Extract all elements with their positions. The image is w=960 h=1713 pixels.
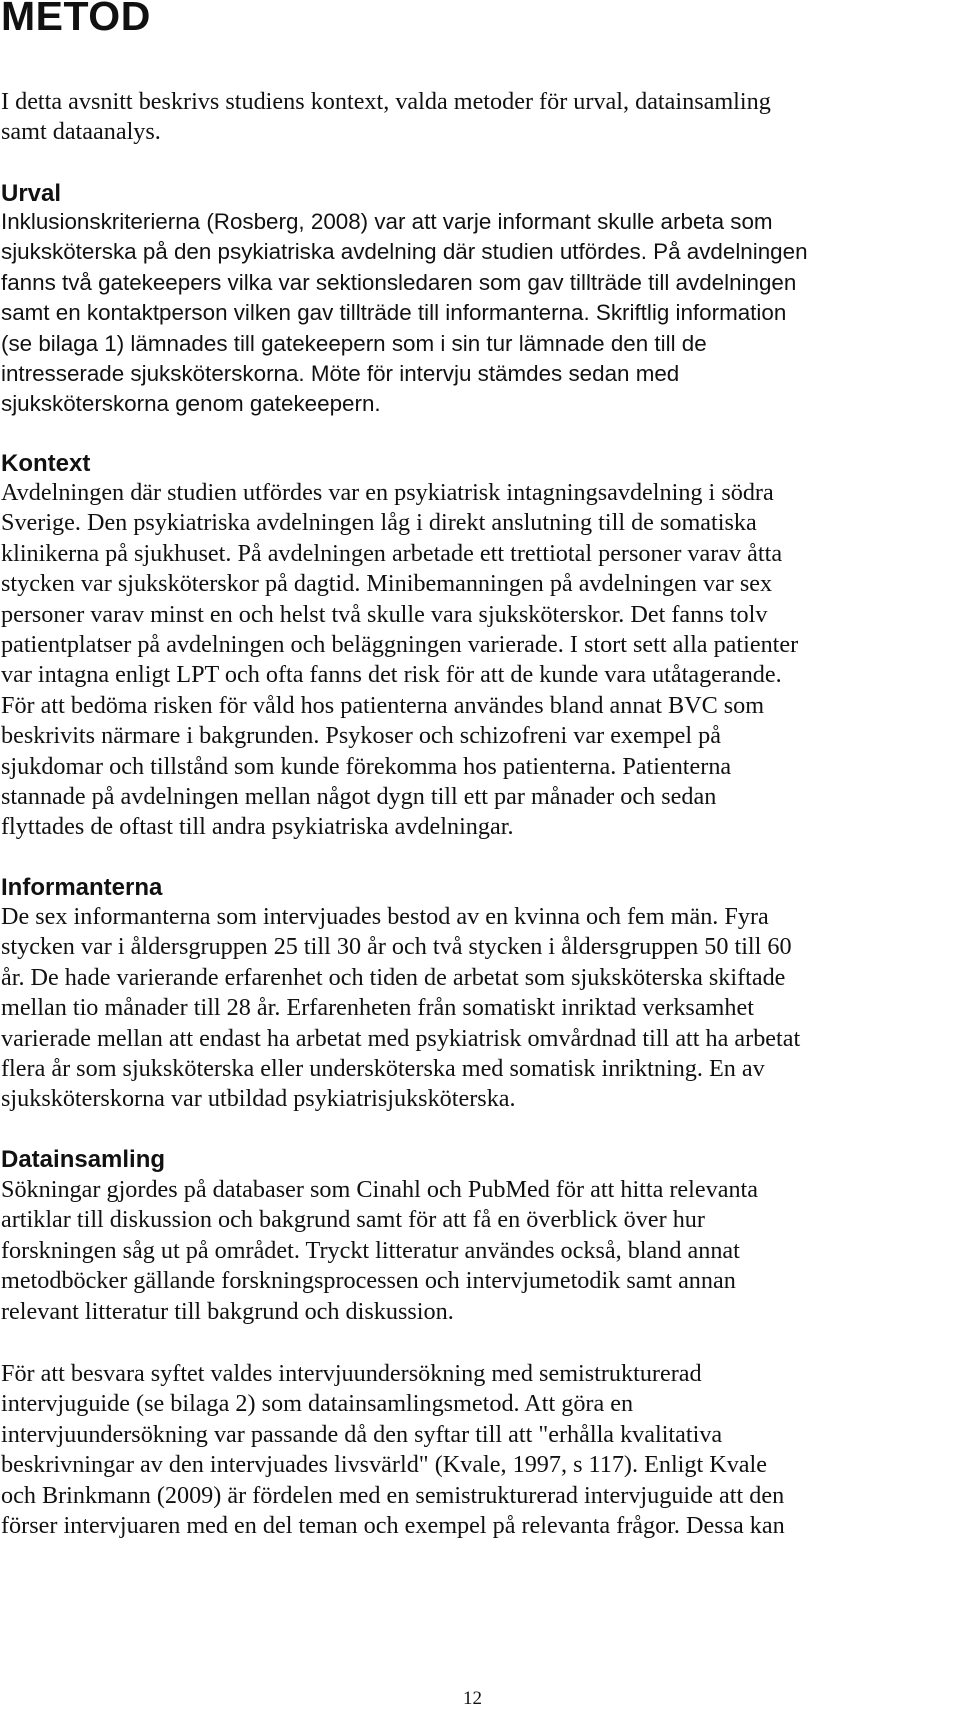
section-heading-informanterna: Informanterna [1, 874, 163, 901]
urval-line: sjuksköterska på den psykiatriska avdelning där studien utfördes. På avdelningen [1, 239, 808, 265]
kontext-line: sjukdomar och tillstånd som kunde förekomma hos patienterna. Patienterna [1, 752, 732, 780]
urval-paragraph [1, 207, 951, 420]
kontext-line: flyttades de oftast till andra psykiatriska avdelningar. [1, 813, 514, 841]
datainsamling-line: artiklar till diskussion och bakgrund samt för att få en överblick över hur [1, 1206, 705, 1234]
kontext-line: beskrivits närmare i bakgrunden. Psykoser och schizofreni var exempel på [1, 722, 722, 750]
datainsamling-line: Sökningar gjordes på databaser som Cinahl och PubMed för att hitta relevanta [1, 1176, 759, 1203]
datainsamling-line: metodböcker gällande forskningsprocessen och intervjumetodik samt annan [1, 1267, 736, 1295]
informanterna-paragraph [1, 902, 951, 1115]
urval-line: fanns två gatekeepers vilka var sektionsledaren som gav tillträde till avdelningen [1, 269, 797, 295]
datainsamling-line: beskrivningar av den intervjuades livsvärld" (Kvale, 1997, s 117). Enligt Kvale [1, 1451, 767, 1479]
section-heading-urval: Urval [1, 180, 62, 207]
datainsamling-line: intervjuguide (se bilaga 2) som datainsamlingsmetod. Att göra en [1, 1390, 634, 1418]
kontext-line: Sverige. Den psykiatriska avdelningen låg i direkt anslutning till de somatiska [1, 509, 757, 537]
informanterna-line: flera år som sjuksköterska eller undersköterska med somatisk inriktning. En av [1, 1055, 765, 1083]
informanterna-line: sjuksköterskorna var utbildad psykiatrisjuksköterska. [1, 1085, 516, 1113]
datainsamling-line: och Brinkmann (2009) är fördelen med en semistrukturerad intervjuguide att den [1, 1481, 785, 1509]
urval-line: Inklusionskriterierna (Rosberg, 2008) var att varje informant skulle arbeta som [1, 209, 773, 234]
page-number: 12 [463, 1688, 482, 1709]
kontext-line: stycken var sjuksköterskor på dagtid. Minibemanningen på avdelningen var sex [1, 570, 773, 598]
informanterna-line: varierade mellan att endast ha arbetat med psykiatrisk omvårdnad till att ha arbetat [1, 1024, 801, 1052]
informanterna-line: De sex informanterna som intervjuades bestod av en kvinna och fem män. Fyra [1, 903, 769, 930]
kontext-line: För att bedöma risken för våld hos patienterna användes bland annat BVC som [1, 691, 765, 719]
urval-line: (se bilaga 1) lämnades till gatekeepern som i sin tur lämnade den till de [1, 330, 707, 356]
datainsamling-line: relevant litteratur till bakgrund och diskussion. [1, 1297, 454, 1325]
kontext-line: stannade på avdelningen mellan något dygn till ett par månader och sedan [1, 783, 717, 811]
datainsamling-line: förser intervjuaren med en del teman och exempel på relevanta frågor. Dessa kan [1, 1512, 785, 1540]
urval-line: sjuksköterskorna genom gatekeepern. [1, 391, 381, 417]
kontext-line: var intagna enligt LPT och ofta fanns det risk för att de kunde vara utåtagerande. [1, 661, 782, 689]
datainsamling-paragraph-1 [1, 1175, 951, 1327]
kontext-paragraph [1, 478, 951, 843]
datainsamling-line: intervjuundersökning var passande då den syftar till att "erhålla kvalitativa [1, 1420, 723, 1448]
kontext-line: klinikerna på sjukhuset. På avdelningen arbetade ett trettiotal personer varav åtta [1, 539, 783, 567]
datainsamling-paragraph-2 [1, 1359, 951, 1541]
section-heading-kontext: Kontext [1, 450, 91, 477]
informanterna-line: stycken var i åldersgruppen 25 till 30 år och två stycken i åldersgruppen 50 till 60 [1, 933, 792, 961]
kontext-line: personer varav minst en och helst två skulle vara sjuksköterskor. Det fanns tolv [1, 600, 768, 628]
section-heading-datainsamling: Datainsamling [1, 1146, 166, 1173]
intro-paragraph [1, 87, 951, 148]
kontext-line: patientplatser på avdelningen och beläggningen varierade. I stort sett alla patienter [1, 631, 799, 659]
informanterna-line: mellan tio månader till 28 år. Erfarenheten från somatiskt inriktad verksamhet [1, 994, 754, 1022]
datainsamling-line: För att besvara syftet valdes intervjuundersökning med semistrukturerad [1, 1360, 702, 1387]
informanterna-line: år. De hade varierande erfarenhet och tiden de arbetat som sjuksköterska skiftade [1, 963, 786, 991]
page-title: METOD [1, 0, 151, 39]
intro-line: samt dataanalys. [1, 118, 161, 146]
urval-line: samt en kontaktperson vilken gav tillträde till informanterna. Skriftlig information [1, 300, 787, 326]
intro-line: I detta avsnitt beskrivs studiens kontext, valda metoder för urval, datainsamling [1, 88, 771, 115]
urval-line: intresserade sjuksköterskorna. Möte för intervju stämdes sedan med [1, 361, 680, 387]
datainsamling-line: forskningen såg ut på området. Tryckt litteratur användes också, bland annat [1, 1236, 740, 1264]
kontext-line: Avdelningen där studien utfördes var en psykiatrisk intagningsavdelning i södra [1, 479, 774, 506]
